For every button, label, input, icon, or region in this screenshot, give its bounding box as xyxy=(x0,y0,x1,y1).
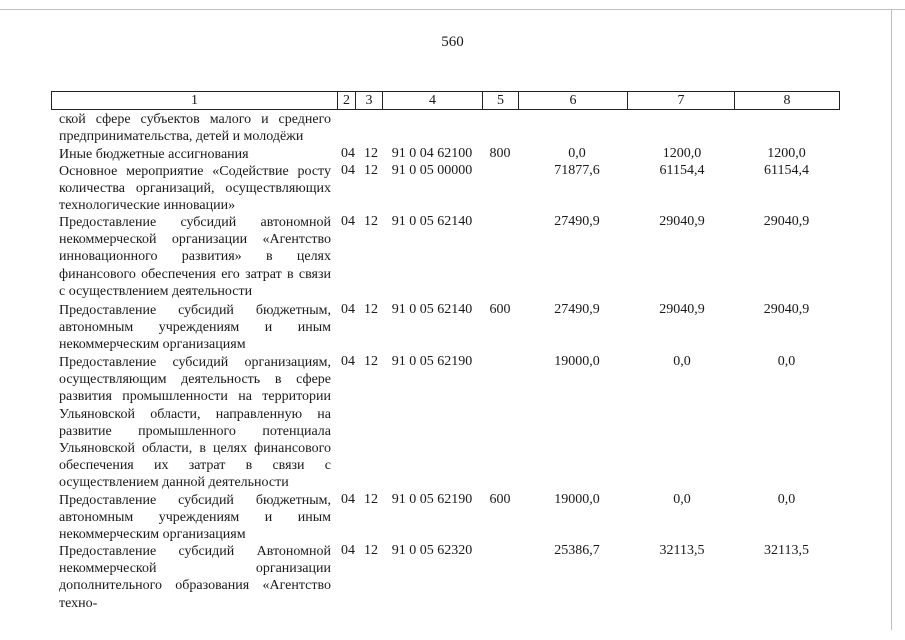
row-col-7: 29040,9 xyxy=(659,302,705,317)
row-col-3: 12 xyxy=(364,146,378,161)
row-col-4: 91 0 04 62100 xyxy=(391,146,473,161)
row-description: Основное мероприятие «Содействие росту количества организаций, осуществляющих технологические инновации» xyxy=(59,164,331,214)
scan-top-border xyxy=(0,9,905,10)
row-col-3: 12 xyxy=(364,214,378,229)
row-col-2: 04 xyxy=(341,302,355,317)
row-col-3: 12 xyxy=(364,302,378,317)
row-col-6: 27490,9 xyxy=(554,214,600,229)
row-col-2: 04 xyxy=(341,543,355,558)
row-col-4: 91 0 05 00000 xyxy=(391,163,473,178)
row-col-5: 800 xyxy=(489,146,511,161)
row-col-6: 71877,6 xyxy=(554,163,600,178)
row-col-7: 32113,5 xyxy=(659,543,705,558)
row-col-8: 29040,9 xyxy=(763,302,810,317)
row-col-8: 32113,5 xyxy=(764,543,809,558)
row-description: ской сфере субъектов малого и среднего предпринимательства, детей и молодёжи xyxy=(59,112,331,145)
row-col-3: 12 xyxy=(364,543,378,558)
row-col-6: 25386,7 xyxy=(554,543,600,558)
row-col-8: 29040,9 xyxy=(763,214,810,229)
row-col-2: 04 xyxy=(341,146,355,161)
row-col-2: 04 xyxy=(341,214,355,229)
row-col-6: 27490,9 xyxy=(554,302,600,317)
row-description: Предоставление субсидий бюджетным, автономным учреждениям и иным некоммерческим организациям xyxy=(59,493,331,543)
row-col-3: 12 xyxy=(364,354,378,369)
row-col-8: 61154,4 xyxy=(764,163,809,178)
header-col-2: 2 xyxy=(337,91,356,110)
row-description: Предоставление субсидий Автономной некоммерческой организации дополнительного образования «Агентство техно- xyxy=(59,544,331,611)
row-col-8: 0,0 xyxy=(777,354,796,369)
row-col-4: 91 0 05 62190 xyxy=(391,492,473,507)
header-col-3: 3 xyxy=(355,91,383,110)
header-col-6: 6 xyxy=(518,91,628,110)
row-col-5: 600 xyxy=(489,302,511,317)
row-col-6: 0,0 xyxy=(568,146,586,161)
row-description: Предоставление субсидий автономной некоммерческой организации «Агентство инновационного развития» в целях финансового обеспечения его затрат в связи с осуществлением деятельности xyxy=(59,215,331,299)
row-col-7: 61154,4 xyxy=(659,163,705,178)
row-col-2: 04 xyxy=(341,492,355,507)
row-col-5: 600 xyxy=(489,492,511,507)
row-col-2: 04 xyxy=(341,354,355,369)
row-description: Иные бюджетные ассигнования xyxy=(59,147,249,162)
row-col-6: 19000,0 xyxy=(554,492,600,507)
row-col-4: 91 0 05 62140 xyxy=(391,214,473,229)
page-number: 560 xyxy=(441,34,464,50)
row-col-2: 04 xyxy=(341,163,355,178)
row-col-6: 19000,0 xyxy=(554,354,600,369)
row-col-7: 29040,9 xyxy=(659,214,705,229)
row-col-8: 1200,0 xyxy=(767,146,806,161)
scan-right-border xyxy=(891,10,892,630)
row-description: Предоставление субсидий бюджетным, автономным учреждениям и иным некоммерческим организациям xyxy=(59,303,331,353)
header-col-7: 7 xyxy=(627,91,735,110)
row-col-7: 0,0 xyxy=(673,354,691,369)
row-description: Предоставление субсидий организациям, осуществляющим деятельность в сфере развития промышленности на территории Ульяновской области, направленную на развитие промышленного потенциала Ульяновской области, в целях финансового обеспечения их затрат в связи с осуществлением данной деятельности xyxy=(59,355,331,491)
row-col-4: 91 0 05 62320 xyxy=(391,543,473,558)
row-col-3: 12 xyxy=(364,492,378,507)
header-col-1: 1 xyxy=(51,91,338,110)
row-col-8: 0,0 xyxy=(777,492,796,507)
row-col-4: 91 0 05 62190 xyxy=(391,354,473,369)
row-col-4: 91 0 05 62140 xyxy=(391,302,473,317)
header-col-5: 5 xyxy=(482,91,519,110)
header-col-8: 8 xyxy=(734,91,840,110)
row-col-3: 12 xyxy=(364,163,378,178)
header-col-4: 4 xyxy=(382,91,483,110)
row-col-7: 1200,0 xyxy=(662,146,702,161)
row-col-7: 0,0 xyxy=(673,492,691,507)
